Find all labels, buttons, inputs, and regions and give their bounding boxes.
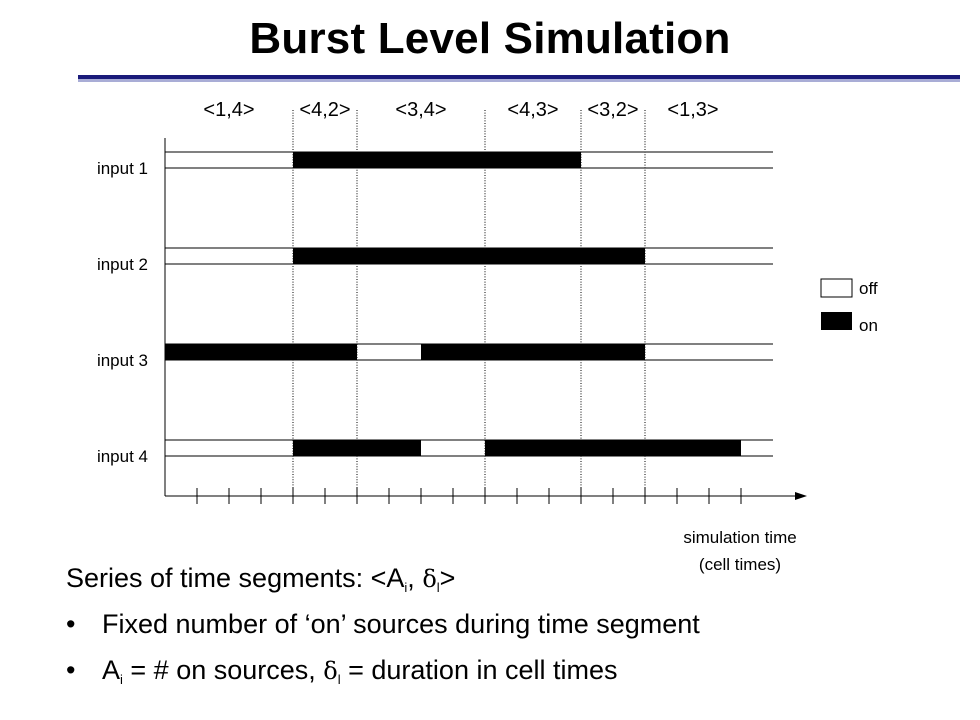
axis-caption-line2: (cell times) [698,555,782,574]
axis-caption-line1: simulation time [683,528,797,547]
bullet-definitions: • $A_i$ = # on sources, $\delta_l$ = duration in cell times [66,647,946,693]
on-burst-bar [421,344,645,360]
legend-off-label: off [859,279,878,298]
legend-off-swatch [821,279,852,297]
bullet-dot: • [66,609,76,639]
input-row-label: input 3 [96,351,148,370]
segment-label: <4,2> [299,99,351,121]
on-burst-bar [293,152,581,168]
input-row-label: input 4 [96,447,148,466]
segments-heading: Series of time segments: $<A_i$, $\delta_l>$ [66,563,456,595]
delta-symbol: δ [323,657,338,685]
segment-label: <1,3> [667,99,719,121]
time-axis-arrowhead [795,492,807,500]
on-burst-bar [165,344,357,360]
legend-on-swatch [821,312,852,330]
segment-label: <4,3> [507,99,559,121]
segment-label: <3,2> [587,99,639,121]
on-burst-bar [485,440,741,456]
input-row-label: input 1 [96,159,148,178]
segment-label: <1,4> [203,99,255,121]
explanation-text [66,555,946,693]
segment-label: <3,4> [395,99,447,121]
delta-symbol: δ [422,565,437,593]
on-burst-bar [293,248,645,264]
bullet-fixed-number: • Fixed number of ‘on’ sources during time segment [66,601,946,647]
on-burst-bar [293,440,421,456]
legend-on-label: on [859,316,878,335]
slide-title: Burst Level Simulation [249,14,731,63]
input-row-label: input 2 [96,255,148,274]
bullet-dot: • [66,655,76,685]
